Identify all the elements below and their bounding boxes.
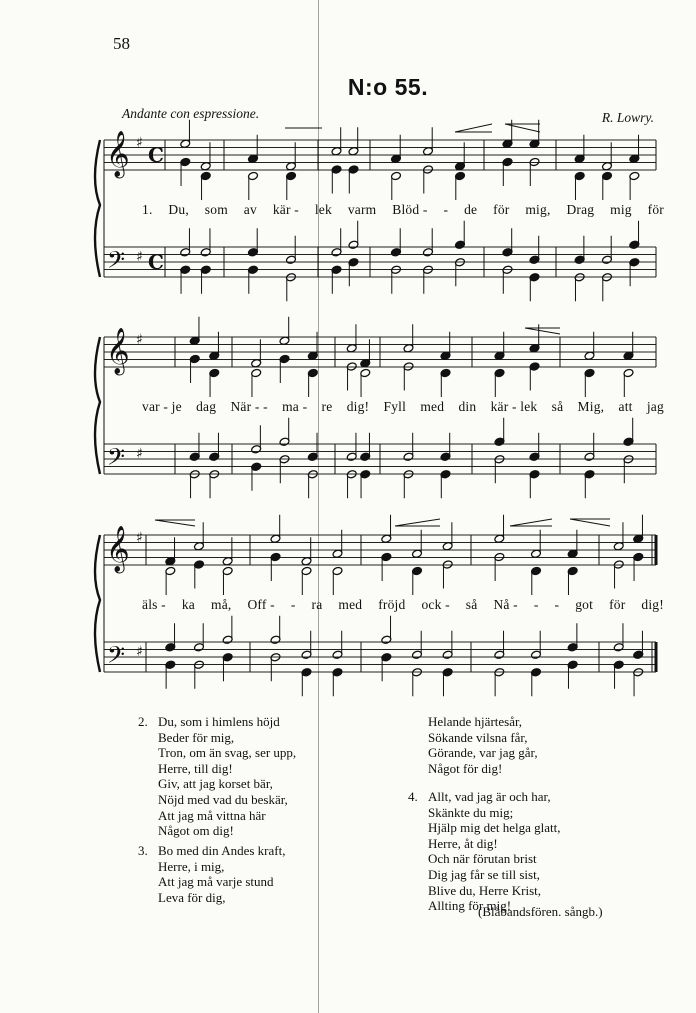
lyric-syllable: ka (181, 597, 196, 612)
lyric-syllable: med (338, 597, 363, 612)
bass-clef: 𝄢 (107, 641, 126, 674)
lyric-syllable: av (243, 202, 257, 217)
verse-line: Du, som i himlens höjd (158, 714, 280, 729)
lyric-syllable: för (647, 202, 664, 217)
lyric-syllable: ma - (282, 399, 308, 414)
verse-line: Att jag må vittna här (158, 807, 266, 823)
time-signature: C (148, 250, 164, 274)
verse-line: Beder för mig, (158, 729, 235, 745)
verse-line: Herre, till dig! (158, 760, 233, 776)
key-signature-sharp: ♯ (136, 530, 143, 546)
key-signature-sharp: ♯ (136, 249, 143, 265)
key-signature-sharp: ♯ (136, 446, 143, 462)
treble-clef: 𝄞 (106, 131, 130, 177)
lyric-syllable: När - - (230, 399, 268, 414)
lyric-syllable: Blöd - (392, 202, 428, 217)
system-brace (95, 140, 100, 277)
lyric-syllable: varm (347, 202, 377, 217)
lyric-syllable: de (464, 202, 478, 217)
verse-line: Allting för mig! (428, 898, 512, 914)
lyric-syllable: så (551, 399, 564, 414)
decrescendo-hairpin (505, 124, 540, 132)
lyric-syllable: fröjd (378, 597, 406, 612)
treble-clef: 𝄞 (106, 526, 130, 572)
verse-line: Dig jag får se till sist, (428, 866, 540, 882)
bass-clef: 𝄢 (107, 443, 126, 476)
verse-2 (138, 714, 297, 839)
crescendo-hairpin (455, 124, 492, 132)
lyric-syllable: - (533, 597, 539, 612)
lyric-syllable: med (420, 399, 445, 414)
crescendo-hairpin (395, 519, 440, 526)
lyric-syllable: kär - lek (490, 399, 538, 414)
composer: R. Lowry. (601, 110, 654, 125)
time-signature: C (148, 143, 164, 167)
verse-number: 4. (408, 789, 418, 804)
treble-clef: 𝄞 (106, 328, 130, 374)
hymn-number: N:o 55. (347, 74, 429, 100)
lyric-syllable: ock - (421, 597, 450, 612)
lyric-syllable: må, (211, 597, 232, 612)
key-signature-sharp: ♯ (136, 135, 143, 151)
verse-line: Herre, åt dig! (428, 835, 498, 851)
verse-line: Helande hjärtesår, (428, 714, 523, 729)
key-signature-sharp: ♯ (136, 332, 143, 348)
lyric-syllable: 1. (142, 202, 153, 217)
verse-line: Bo med din Andes kraft, (158, 843, 286, 858)
verse-line: Allt, vad jag är och har, (428, 789, 551, 804)
lyric-syllable: mig, (525, 202, 551, 217)
lyric-syllable: - (554, 597, 560, 612)
verse-line: Hjälp mig det helga glatt, (428, 820, 561, 836)
lyric-syllable: dig! (346, 399, 370, 414)
lyric-syllable: Nå - (493, 597, 518, 612)
verse-line: Något för dig! (428, 760, 503, 776)
verse-line: Giv, att jag korset bär, (158, 776, 273, 792)
bass-clef: 𝄢 (107, 246, 126, 279)
decrescendo-hairpin (155, 520, 195, 526)
verse-number: 3. (138, 843, 148, 858)
verse-line: Att jag må varje stund (158, 874, 274, 890)
lyric-syllable: - (290, 597, 296, 612)
lyric-syllable: Off - (247, 597, 275, 612)
key-signature-sharp: ♯ (136, 644, 143, 660)
system-brace (95, 337, 100, 474)
lyrics-line-1 (142, 202, 664, 218)
lyric-syllable: Du, (168, 202, 189, 217)
lyrics-line-3 (142, 597, 664, 613)
lyric-syllable: - (443, 202, 449, 217)
lyric-syllable: Mig, (577, 399, 605, 414)
decrescendo-hairpin (525, 328, 560, 334)
lyric-syllable: lek (314, 202, 332, 217)
verse-4 (408, 789, 561, 914)
verse-line: Sökande vilsna får, (428, 729, 528, 745)
verse-line: Nöjd med vad du beskär, (158, 791, 288, 807)
page-fold-line (318, 0, 319, 1013)
verse-line: Något om dig! (158, 823, 234, 839)
source-attribution: (Blåbandsfören. sångb.) (478, 904, 603, 919)
decrescendo-hairpin (570, 519, 610, 526)
lyric-syllable: Drag (566, 202, 595, 217)
lyric-syllable: re (321, 399, 333, 414)
lyric-syllable: mig (610, 202, 632, 217)
lyric-syllable: för (493, 202, 510, 217)
lyric-syllable: var - je (142, 399, 182, 414)
lyric-syllable: jag (646, 399, 664, 414)
verse-number: 2. (138, 714, 148, 729)
lyric-syllable: ra (311, 597, 323, 612)
verse-3-continued (428, 714, 538, 776)
lyric-syllable: din (458, 399, 477, 414)
lyric-syllable: kär - (272, 202, 299, 217)
lyric-syllable: som (204, 202, 228, 217)
verse-3 (138, 843, 286, 905)
lyric-syllable: så (465, 597, 478, 612)
lyric-syllable: dig! (641, 597, 664, 612)
verse-line: Och när förutan brist (428, 851, 537, 867)
verse-line: Blive du, Herre Krist, (428, 882, 542, 898)
lyric-syllable: att (618, 399, 633, 414)
lyrics-line-2 (142, 399, 664, 415)
lyric-syllable: got (575, 597, 594, 612)
page-number: 58 (113, 34, 130, 53)
verse-line: Skänkte du mig; (428, 804, 514, 820)
lyric-syllable: Fyll (383, 399, 407, 414)
lyric-syllable: äls - (142, 597, 166, 612)
system-brace (95, 535, 100, 672)
verse-line: Görande, var jag går, (428, 745, 538, 761)
crescendo-hairpin (510, 519, 552, 526)
lyric-syllable: dag (196, 399, 217, 414)
verse-line: Tron, om än svag, ser upp, (158, 745, 297, 761)
verse-line: Herre, i mig, (158, 858, 225, 874)
lyric-syllable: för (609, 597, 626, 612)
tempo-marking: Andante con espressione. (122, 106, 260, 121)
verse-line: Leva för dig, (158, 889, 226, 905)
